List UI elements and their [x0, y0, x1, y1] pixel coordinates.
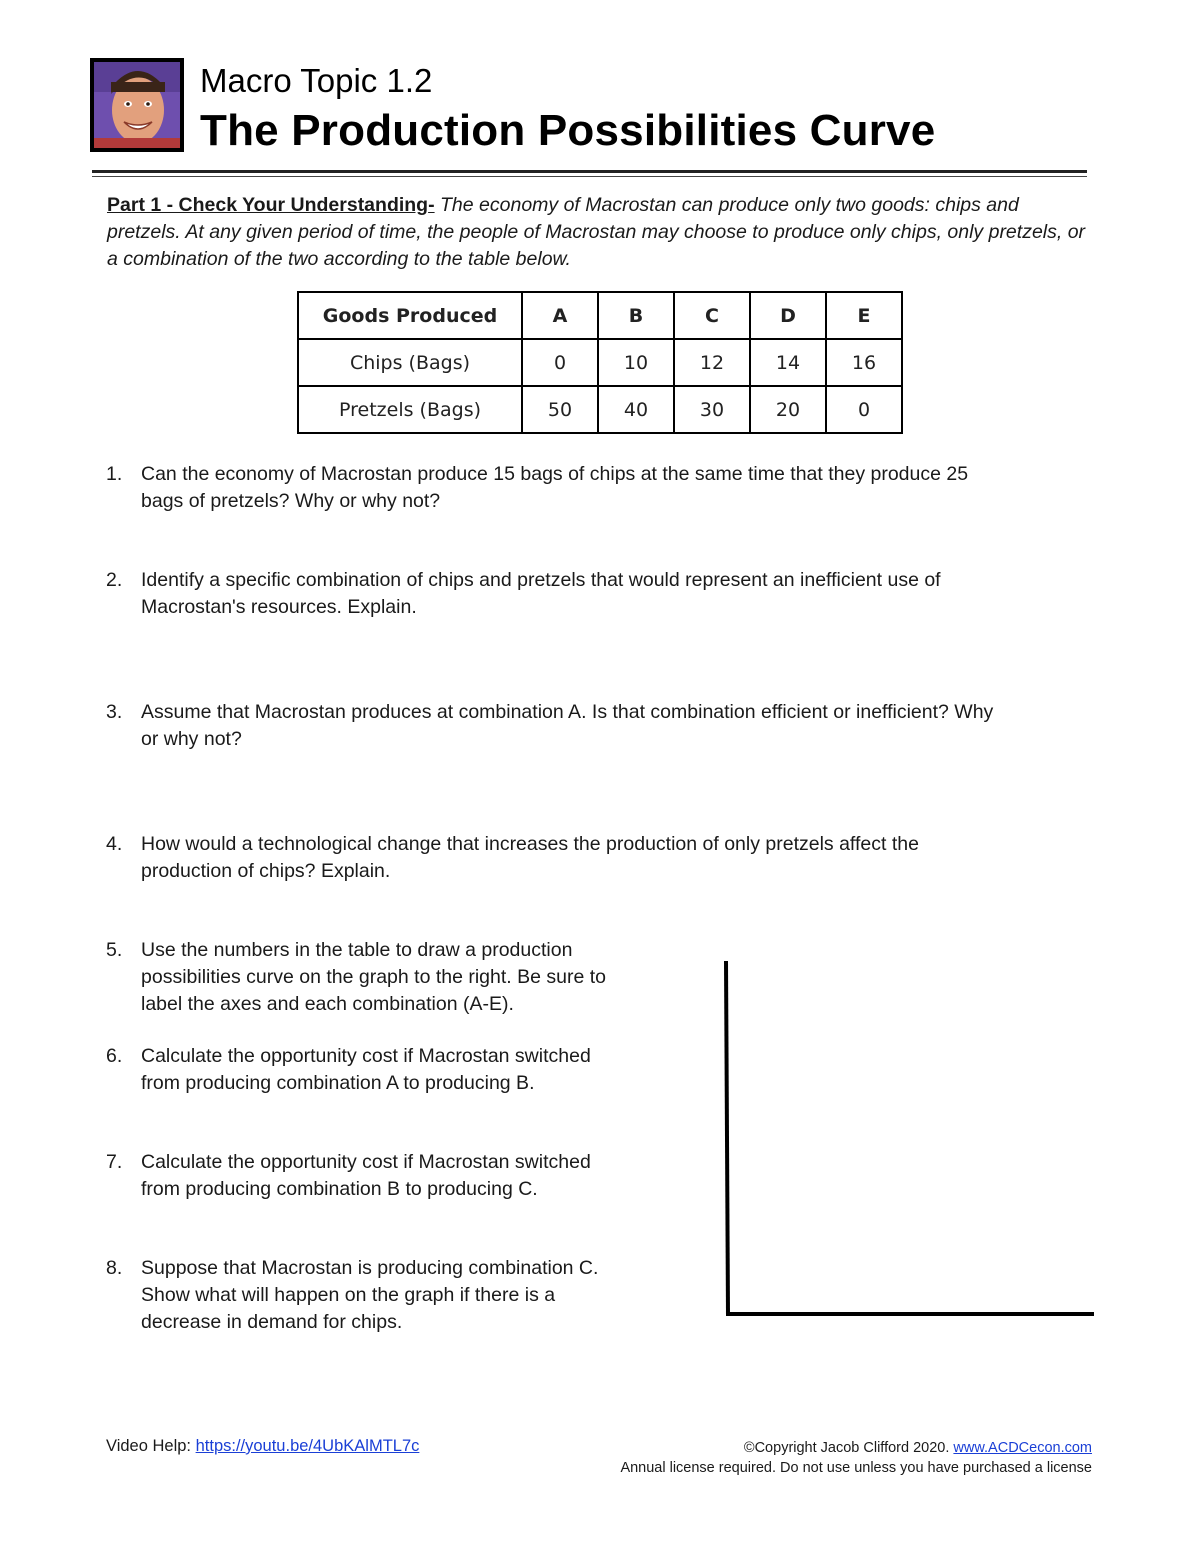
table-cell: 0 — [826, 386, 902, 433]
table-header-cell: E — [826, 292, 902, 339]
question-text — [141, 831, 1101, 885]
question-line: Calculate the opportunity cost if Macrostan switched — [141, 1045, 591, 1067]
intro-text: The economy of Macrostan can produce only two goods: chips and pretzels. At any given period of time, the people of Macrostan may choose to produce only chips, only pretzels, or a combination of the two according to the table below. — [107, 194, 1086, 270]
question-number: 2. — [106, 569, 123, 591]
question-line: Calculate the opportunity cost if Macrostan switched — [141, 1151, 591, 1173]
question-text — [141, 1043, 701, 1097]
table-header-cell: B — [598, 292, 674, 339]
question-text — [141, 937, 701, 1018]
site-link[interactable]: www.ACDCecon.com — [953, 1440, 1092, 1456]
topic-subtitle: Macro Topic 1.2 — [200, 62, 433, 99]
part-label: Part 1 - Check Your Understanding — [107, 194, 429, 216]
table-cell: 50 — [522, 386, 598, 433]
license-notice: Annual license required. Do not use unless you have purchased a license — [620, 1460, 1092, 1476]
question-line: Identify a specific combination of chips and pretzels that would represent an inefficient use of — [141, 569, 941, 591]
question-line: label the axes and each combination (A-E). — [141, 993, 514, 1015]
question-line: bags of pretzels? Why or why not? — [141, 490, 441, 512]
question-line: decrease in demand for chips. — [141, 1311, 403, 1333]
question-text — [141, 567, 1101, 621]
header-divider — [92, 170, 1087, 173]
question-text — [141, 1149, 701, 1203]
table-cell: 12 — [674, 339, 750, 386]
table-cell: Chips (Bags) — [298, 339, 522, 386]
question-line: Suppose that Macrostan is producing combination C. — [141, 1257, 599, 1279]
production-table — [297, 291, 903, 434]
table-cell: 40 — [598, 386, 674, 433]
blank-graph-axes — [718, 955, 1098, 1323]
question-line: or why not? — [141, 728, 242, 750]
table-header-cell: Goods Produced — [298, 292, 522, 339]
table-header-cell: D — [750, 292, 826, 339]
video-help — [106, 1437, 419, 1456]
question-number: 1. — [106, 463, 123, 485]
question-number: 4. — [106, 833, 123, 855]
question-line: Assume that Macrostan produces at combination A. Is that combination efficient or inefficient? Why — [141, 701, 994, 723]
copyright-line — [620, 1438, 1092, 1458]
question-text — [141, 699, 1101, 753]
question-line: Show what will happen on the graph if there is a — [141, 1284, 556, 1306]
y-axis-line — [726, 961, 728, 1316]
video-help-label: Video Help: — [106, 1437, 196, 1455]
table-cell: Pretzels (Bags) — [298, 386, 522, 433]
avatar-portrait-icon — [94, 62, 180, 148]
question-line: Use the numbers in the table to draw a production — [141, 939, 573, 961]
question-line: Macrostan's resources. Explain. — [141, 596, 417, 618]
question-line: possibilities curve on the graph to the right. Be sure to — [141, 966, 607, 988]
copyright-text: ©Copyright Jacob Clifford 2020. — [743, 1440, 954, 1456]
table-cell: 16 — [826, 339, 902, 386]
table-cell: 0 — [522, 339, 598, 386]
page-title: The Production Possibilities Curve — [200, 106, 936, 155]
question-number: 8. — [106, 1257, 123, 1279]
video-help-link[interactable]: https://youtu.be/4UbKAlMTL7c — [195, 1437, 420, 1455]
table-header-row — [298, 292, 902, 339]
question-text — [141, 461, 1101, 515]
intro-paragraph — [107, 192, 1097, 273]
table-header-cell: A — [522, 292, 598, 339]
author-avatar — [90, 58, 184, 152]
table-cell: 14 — [750, 339, 826, 386]
copyright-block — [620, 1438, 1092, 1478]
question-line: Can the economy of Macrostan produce 15 bags of chips at the same time that they produce 25 — [141, 463, 969, 485]
question-line: from producing combination B to producing C. — [141, 1178, 538, 1200]
header-divider-thin — [92, 176, 1087, 177]
table-row — [298, 386, 902, 433]
question-line: from producing combination A to producing B. — [141, 1072, 535, 1094]
question-number: 7. — [106, 1151, 123, 1173]
question-number: 6. — [106, 1045, 123, 1067]
question-text — [141, 1255, 701, 1336]
question-number: 5. — [106, 939, 123, 961]
question-number: 3. — [106, 701, 123, 723]
table-cell: 30 — [674, 386, 750, 433]
table-cell: 10 — [598, 339, 674, 386]
part-label-dash: - — [428, 194, 435, 216]
question-line: How would a technological change that increases the production of only pretzels affect the — [141, 833, 919, 855]
question-line: production of chips? Explain. — [141, 860, 391, 882]
table-header-cell: C — [674, 292, 750, 339]
table-cell: 20 — [750, 386, 826, 433]
table-row — [298, 339, 902, 386]
